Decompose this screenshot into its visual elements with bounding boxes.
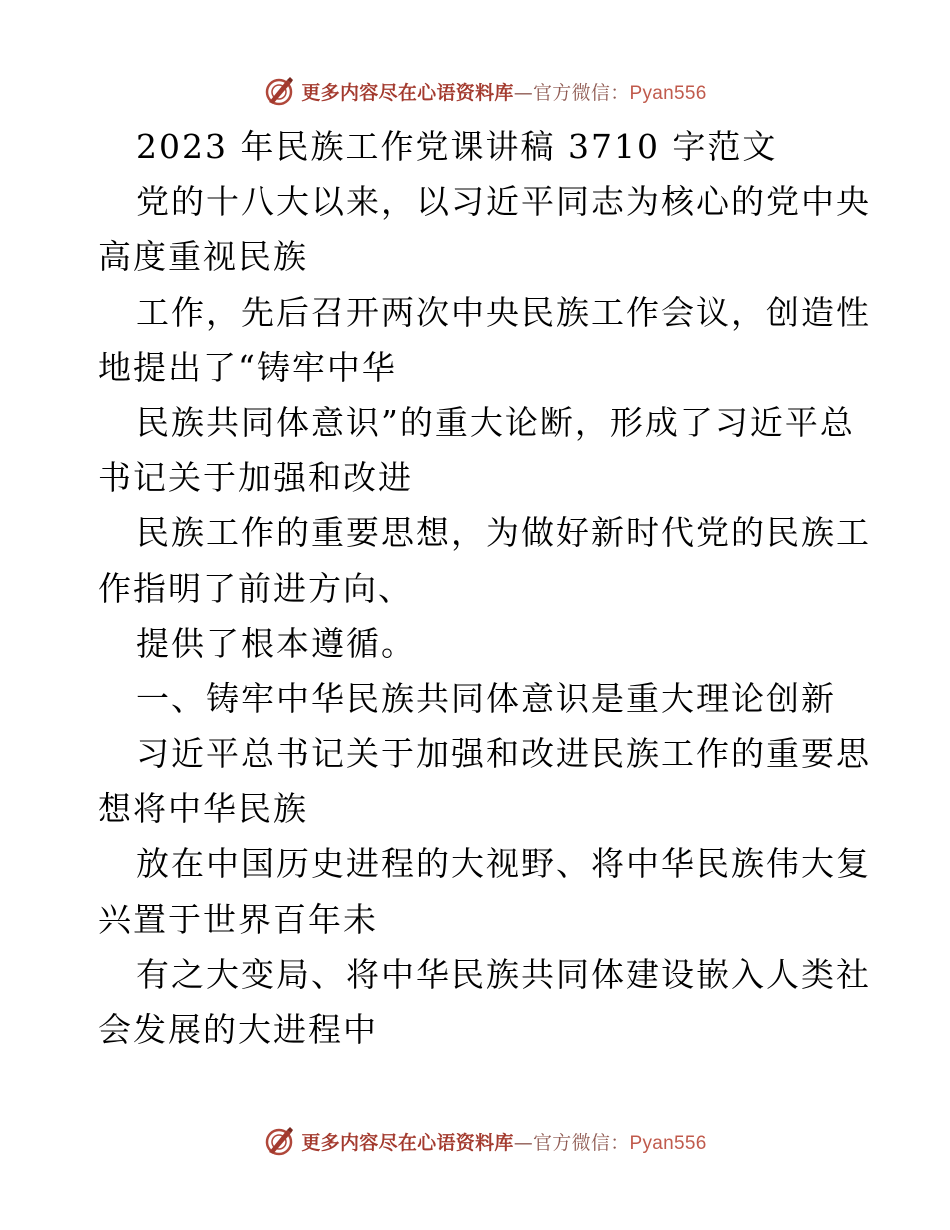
paragraph-line: 书记关于加强和改进 <box>98 458 413 498</box>
paragraph-line: 作指明了前进方向、 <box>98 568 413 608</box>
paragraph-line: 兴置于世界百年未 <box>98 899 378 939</box>
paragraph-line: 习近平总书记关于加强和改进民族工作的重要思 <box>136 734 871 774</box>
paragraph-line: 提供了根本遵循。 <box>136 623 416 663</box>
paragraph-line: 地提出了“铸牢中华 <box>98 347 397 387</box>
pen-logo-icon <box>263 1125 295 1157</box>
section-heading: 一、铸牢中华民族共同体意识是重大理论创新 <box>136 678 836 718</box>
banner-text <box>301 78 706 105</box>
banner-wechat-label: 官方微信： <box>533 81 630 104</box>
paragraph-line: 民族共同体意识”的重大论断，形成了习近平总 <box>136 402 855 442</box>
banner-handle: Pyan556 <box>629 1132 707 1154</box>
paragraph-line: 民族工作的重要思想，为做好新时代党的民族工 <box>136 513 871 553</box>
paragraph-line: 想将中华民族 <box>98 789 308 829</box>
paragraph-line: 高度重视民族 <box>98 237 308 277</box>
paragraph-line: 会发展的大进程中 <box>98 1010 378 1049</box>
banner-separator: — <box>513 1131 533 1154</box>
paragraph-line: 有之大变局、将中华民族共同体建设嵌入人类社 <box>136 954 871 994</box>
banner-separator: — <box>513 81 533 104</box>
banner-wechat-label: 官方微信： <box>533 1131 630 1154</box>
paragraph-line: 党的十八大以来，以习近平同志为核心的党中央 <box>136 182 871 222</box>
banner-main-text: 更多内容尽在心语资料库 <box>301 1131 514 1154</box>
banner-handle: Pyan556 <box>629 82 707 104</box>
footer-banner <box>0 1121 950 1161</box>
pen-logo-icon <box>263 75 295 107</box>
header-banner <box>0 71 950 111</box>
banner-main-text: 更多内容尽在心语资料库 <box>301 81 514 104</box>
banner-text <box>301 1128 706 1155</box>
document-body <box>98 119 871 1057</box>
document-title: 2023 年民族工作党课讲稿 3710 字范文 <box>136 127 778 166</box>
paragraph-line: 放在中国历史进程的大视野、将中华民族伟大复 <box>136 844 871 884</box>
paragraph-line: 工作，先后召开两次中央民族工作会议，创造性 <box>136 292 871 332</box>
